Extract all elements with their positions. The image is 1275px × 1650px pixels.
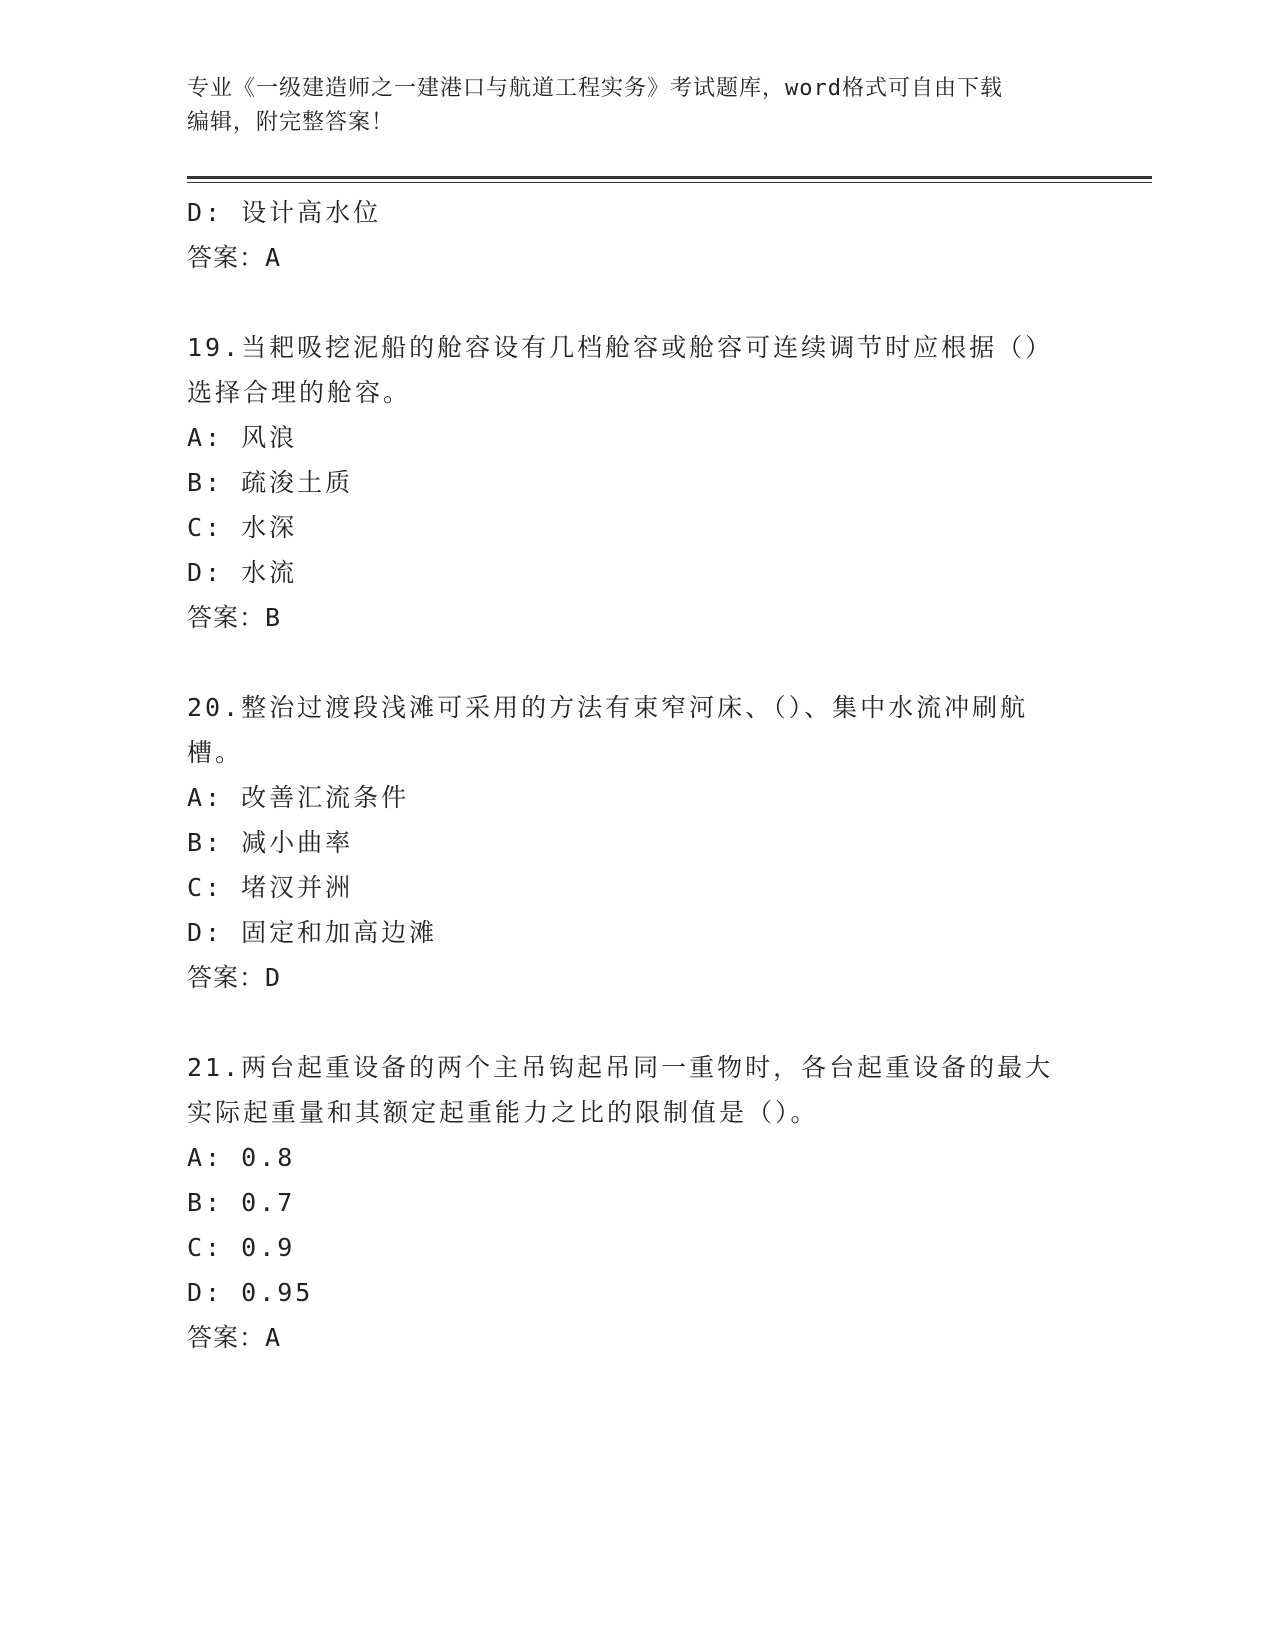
question-21: [187, 1045, 1087, 1360]
answer-line: 答案：D: [187, 963, 282, 992]
option-b: B: 减小曲率: [187, 828, 354, 857]
question-19: [187, 325, 1087, 640]
question-text: 19.当耙吸挖泥船的舱容设有几档舱容或舱容可连续调节时应根据（）选择合理的舱容。: [187, 333, 1054, 407]
option-b: B: 0.7: [187, 1188, 296, 1217]
previous-question-tail: [187, 190, 1087, 280]
option-a: A: 风浪: [187, 423, 298, 452]
answer-line: 答案：B: [187, 603, 282, 632]
question-20: [187, 685, 1087, 1000]
header-divider-thin: [187, 182, 1152, 183]
spacer: [187, 280, 1087, 325]
answer-line: 答案：A: [187, 243, 282, 272]
question-text: 20.整治过渡段浅滩可采用的方法有束窄河床、（）、集中水流冲刷航槽。: [187, 693, 1029, 767]
header-divider-thick: [187, 176, 1152, 179]
document-header: [187, 72, 1087, 140]
spacer: [187, 1000, 1087, 1045]
option-a: A: 0.8: [187, 1143, 296, 1172]
header-line-2: 编辑，附完整答案！: [187, 110, 395, 135]
option-d: D: 设计高水位: [187, 198, 382, 227]
answer-line: 答案：A: [187, 1323, 282, 1352]
option-c: C: 水深: [187, 513, 298, 542]
question-list: [187, 190, 1087, 1360]
question-text: 21.两台起重设备的两个主吊钩起吊同一重物时，各台起重设备的最大实际起重量和其额定起重能力之比的限制值是（）。: [187, 1053, 1054, 1127]
spacer: [187, 640, 1087, 685]
option-c: C: 堵汊并洲: [187, 873, 354, 902]
option-d: D: 0.95: [187, 1278, 314, 1307]
option-b: B: 疏浚土质: [187, 468, 354, 497]
option-d: D: 水流: [187, 558, 298, 587]
option-c: C: 0.9: [187, 1233, 296, 1262]
option-d: D: 固定和加高边滩: [187, 918, 438, 947]
header-line-1: 专业《一级建造师之一建港口与航道工程实务》考试题库，word格式可自由下载: [187, 76, 1003, 101]
option-a: A: 改善汇流条件: [187, 783, 410, 812]
